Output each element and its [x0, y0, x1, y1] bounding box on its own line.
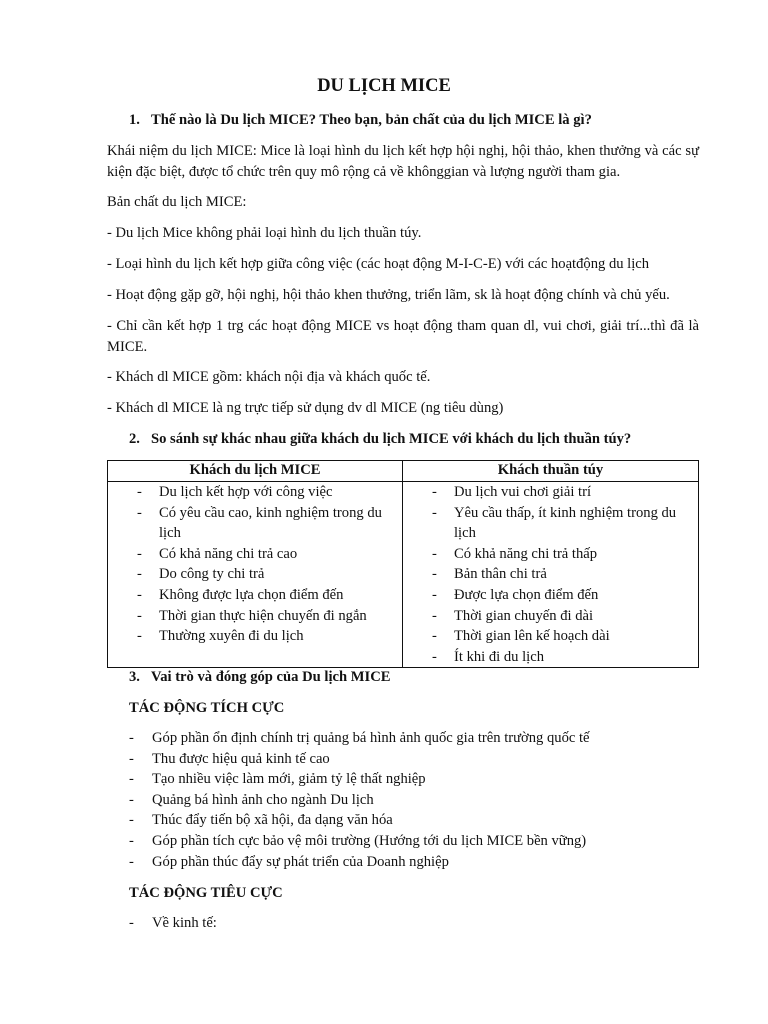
list-item: - Quảng bá hình ảnh cho ngành Du lịch [129, 791, 374, 808]
pure-traits-cell [403, 482, 699, 668]
list-item: - Thời gian thực hiện chuyến đi ngắn [137, 607, 367, 624]
table-header-row [108, 461, 699, 482]
question-1-text: Thế nào là Du lịch MICE? Theo bạn, bản chất của du lịch MICE là gì? [151, 112, 592, 128]
mice-traits-cell [108, 482, 403, 668]
nature-item: - Khách dl MICE gồm: khách nội địa và khách quốc tế. [107, 369, 431, 385]
comparison-table [107, 460, 699, 668]
table-header-pure: Khách thuần túy [403, 461, 699, 482]
table-row [108, 482, 699, 668]
question-3 [129, 667, 729, 688]
list-item: - Bản thân chi trả [432, 566, 547, 583]
list-item: - Về kinh tế: [129, 915, 217, 931]
negative-impact-heading: TÁC ĐỘNG TIÊU CỰC [129, 885, 283, 901]
nature-item: - Khách dl MICE là ng trực tiếp sử dụng dv dl MICE (ng tiêu dùng) [107, 400, 504, 416]
pure-traits-list [403, 482, 698, 667]
list-item: - Ít khi đi du lịch [432, 648, 544, 665]
list-item: - Du lịch vui chơi giải trí [432, 484, 592, 500]
question-3-number: 3. [129, 669, 140, 685]
nature-item: - Du lịch Mice không phải loại hình du lịch thuần túy. [107, 225, 422, 241]
question-1-number: 1. [129, 112, 140, 128]
list-item: - Thu được hiệu quả kinh tế cao [129, 750, 330, 767]
nature-heading: Bản chất du lịch MICE: [107, 194, 247, 210]
positive-impact-list [129, 728, 709, 872]
question-3-text: Vai trò và đóng góp của Du lịch MICE [151, 669, 391, 685]
list-item: - Thời gian lên kế hoạch dài [432, 628, 610, 645]
list-item: - Có khả năng chi trả thấp [432, 545, 598, 562]
list-item: - Du lịch kết hợp với công việc [137, 484, 333, 500]
nature-item: - Chỉ cần kết hợp 1 trg các hoạt động MICE vs hoạt động tham quan dl, vui chơi, giải trí...thì đã là MICE. [107, 318, 699, 355]
list-item: - Góp phần tích cực bảo vệ môi trường (Hướng tới du lịch MICE bền vững) [129, 832, 587, 849]
question-2-number: 2. [129, 431, 140, 447]
list-item: - Do công ty chi trả [137, 566, 265, 583]
list-item: - Được lựa chọn điểm đến [432, 586, 599, 603]
list-item: - Có yêu cầu cao, kinh nghiệm trong du lịch [137, 504, 382, 542]
list-item: - Góp phần thúc đẩy sự phát triển của Doanh nghiệp [129, 853, 449, 870]
positive-impact-heading: TÁC ĐỘNG TÍCH CỰC [129, 700, 285, 716]
list-item: - Yêu cầu thấp, ít kinh nghiệm trong du lịch [432, 504, 677, 542]
nature-item: - Hoạt động gặp gỡ, hội nghị, hội thảo khen thưởng, triển lãm, sk là hoạt động chính và chủ yếu. [107, 287, 670, 303]
document-title: DU LỊCH MICE [317, 76, 451, 96]
nature-item: - Loại hình du lịch kết hợp giữa công việc (các hoạt động M-I-C-E) với các hoạtđộng du lịch [107, 256, 650, 272]
list-item: - Thúc đẩy tiến bộ xã hội, đa dạng văn hóa [129, 812, 393, 829]
list-item: - Thời gian chuyến đi dài [432, 607, 594, 624]
list-item: - Thường xuyên đi du lịch [137, 628, 304, 645]
list-item: - Góp phần ổn định chính trị quảng bá hình ảnh quốc gia trên trường quốc tế [129, 730, 590, 746]
table-header-mice: Khách du lịch MICE [108, 461, 403, 482]
question-2-text: So sánh sự khác nhau giữa khách du lịch MICE với khách du lịch thuần túy? [151, 431, 632, 447]
question-2 [129, 429, 729, 450]
mice-definition: Khái niệm du lịch MICE: Mice là loại hình du lịch kết hợp hội nghị, hội thảo, khen thưởng và các sự kiện đặc biệt, được tổ chức trên quy mô rộng cả về khônggian và lượng người tham gia. [107, 143, 699, 180]
list-item: - Không được lựa chọn điểm đến [137, 586, 344, 603]
list-item: - Có khả năng chi trả cao [137, 545, 298, 562]
negative-impact-list [129, 913, 709, 934]
mice-traits-list [108, 482, 402, 647]
list-item: - Tạo nhiều việc làm mới, giảm tỷ lệ thất nghiệp [129, 771, 426, 788]
question-1 [129, 110, 729, 131]
